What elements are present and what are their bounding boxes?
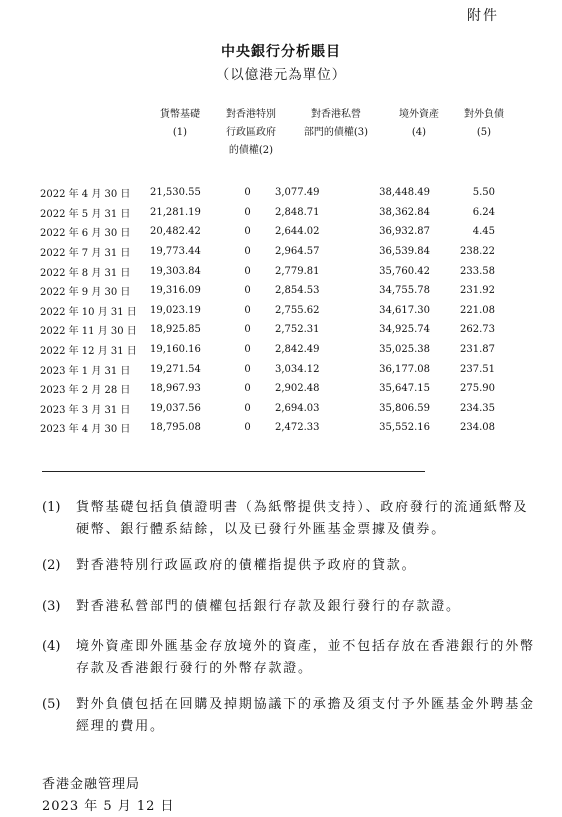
row-date: 2022 年 10 月 31 日 [40,306,137,318]
table-row [40,281,495,301]
row-value-4: 38,362.84 [379,206,430,218]
row-date: 2022 年 6 月 30 日 [40,228,131,240]
column-header-govt-claims: 對香港特別 行政區政府 的債權(2) [226,109,276,156]
row-value-4: 35,552.16 [379,422,430,434]
row-value-5: 231.92 [460,285,495,297]
row-value-3: 3,077.49 [275,187,320,199]
accounts-table [40,183,495,438]
row-date: 2022 年 8 月 31 日 [40,267,131,279]
row-date: 2022 年 11 月 30 日 [40,326,137,338]
row-value-5: 262.73 [460,324,495,336]
footer-organization: 香港金融管理局 [42,777,141,792]
table-row [40,203,495,223]
row-value-4: 38,448.49 [379,187,430,199]
footnote-number: (5) [42,697,61,712]
row-value-4: 36,177.08 [379,363,430,375]
row-value-5: 231.87 [460,344,495,356]
row-value-2: 0 [244,304,251,316]
row-date: 2023 年 1 月 31 日 [40,365,131,377]
row-value-3: 2,694.03 [275,402,320,414]
row-value-2: 0 [244,402,251,414]
section-divider [42,471,425,472]
row-value-1: 19,037.56 [150,402,201,414]
row-value-3: 2,902.48 [275,383,320,395]
row-value-5: 234.08 [460,422,495,434]
row-value-4: 35,806.59 [379,402,430,414]
row-value-1: 18,795.08 [150,422,201,434]
row-value-1: 20,482.42 [150,226,201,238]
row-value-5: 221.08 [460,304,495,316]
column-header-foreign-assets: 境外資產 (4) [399,109,439,138]
row-value-1: 21,530.55 [150,187,201,199]
row-value-2: 0 [244,363,251,375]
row-value-5: 275.90 [460,383,495,395]
row-date: 2022 年 7 月 31 日 [40,248,131,260]
row-value-5: 233.58 [460,265,495,277]
row-value-2: 0 [244,324,251,336]
row-date: 2022 年 12 月 31 日 [40,346,137,358]
annex-label: 附件 [467,8,499,24]
row-value-2: 0 [244,246,251,258]
row-value-1: 19,316.09 [150,285,201,297]
footnote-text: 貨幣基礎包括負債證明書（為紙幣提供支持）、政府發行的流通紙幣及硬幣、銀行體系結餘，以及已發行外匯基金票據及債券。 [76,500,529,537]
row-value-3: 2,779.81 [275,265,320,277]
row-value-5: 4.45 [472,226,495,238]
row-date: 2023 年 4 月 30 日 [40,424,131,436]
row-value-1: 19,271.54 [150,363,201,375]
row-value-3: 2,752.31 [275,324,320,336]
row-value-4: 34,617.30 [379,304,430,316]
row-value-4: 36,932.87 [379,226,430,238]
row-date: 2022 年 5 月 31 日 [40,208,131,220]
row-value-1: 19,023.19 [150,304,201,316]
table-row [40,261,495,281]
document-subtitle: （以億港元為單位） [215,67,347,83]
row-value-2: 0 [244,265,251,277]
row-value-3: 3,034.12 [275,363,320,375]
row-value-1: 19,773.44 [150,246,201,258]
row-value-3: 2,842.49 [275,344,320,356]
row-date: 2022 年 9 月 30 日 [40,287,131,299]
table-row [40,379,495,399]
table-row [40,222,495,242]
row-value-3: 2,854.53 [275,285,320,297]
footnote-text: 對外負債包括在回購及掉期協議下的承擔及須支付予外匯基金外聘基金經理的費用。 [76,697,535,734]
footnote-text: 對香港私營部門的債權包括銀行存款及銀行發行的存款證。 [76,599,461,614]
table-row [40,183,495,203]
table-row [40,359,495,379]
row-value-2: 0 [244,285,251,297]
row-date: 2023 年 2 月 28 日 [40,385,131,397]
footnote-number: (1) [42,500,61,515]
row-value-5: 5.50 [472,187,495,199]
row-value-5: 234.35 [460,402,495,414]
row-value-5: 237.51 [460,363,495,375]
row-value-3: 2,472.33 [275,422,320,434]
row-value-2: 0 [244,422,251,434]
row-value-4: 34,925.74 [379,324,430,336]
footnote-number: (3) [42,599,61,614]
row-value-4: 35,647.15 [379,383,430,395]
row-date: 2022 年 4 月 30 日 [40,189,131,201]
footnote-number: (2) [42,558,61,573]
footnote-number: (4) [42,639,61,654]
table-row [40,340,495,360]
row-value-3: 2,848.71 [275,206,320,218]
table-row [40,242,495,262]
column-header-private-claims: 對香港私營 部門的債權(3) [303,109,369,138]
row-value-2: 0 [244,344,251,356]
footer-date: 2023 年 5 月 12 日 [42,799,175,814]
table-row [40,418,495,438]
column-header-monetary-base: 貨幣基礎 (1) [160,109,200,138]
row-date: 2023 年 3 月 31 日 [40,404,131,416]
row-value-3: 2,755.62 [275,304,320,316]
document-title: 中央銀行分析賬目 [221,44,341,60]
table-row [40,301,495,321]
row-value-4: 34,755.78 [379,285,430,297]
table-row [40,399,495,419]
row-value-1: 18,967.93 [150,383,201,395]
row-value-1: 19,303.84 [150,265,201,277]
table-row [40,320,495,340]
row-value-4: 35,025.38 [379,344,430,356]
row-value-2: 0 [244,383,251,395]
row-value-4: 35,760.42 [379,265,430,277]
row-value-2: 0 [244,206,251,218]
row-value-5: 6.24 [472,206,495,218]
footnote-text: 境外資產即外匯基金存放境外的資產，並不包括存放在香港銀行的外幣存款及香港銀行發行的外幣存款證。 [76,639,535,676]
row-value-2: 0 [244,226,251,238]
row-value-1: 19,160.16 [150,344,201,356]
row-value-1: 18,925.85 [150,324,201,336]
row-value-1: 21,281.19 [150,206,201,218]
row-value-5: 238.22 [460,246,495,258]
row-value-3: 2,644.02 [275,226,320,238]
row-value-3: 2,964.57 [275,246,320,258]
column-header-external-liabilities: 對外負債 (5) [464,109,504,138]
row-value-4: 36,539.84 [379,246,430,258]
footnote-text: 對香港特別行政區政府的債權指提供予政府的貸款。 [76,558,417,573]
row-value-2: 0 [244,187,251,199]
